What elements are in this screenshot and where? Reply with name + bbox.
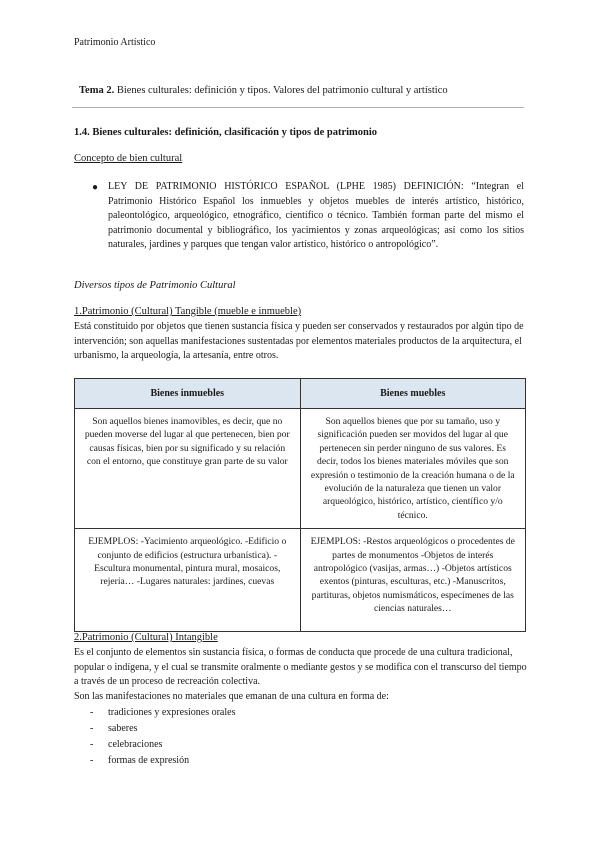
- tema-title: Bienes culturales: definición y tipos. Valores del patrimonio cultural y artístico: [116, 85, 448, 96]
- table-cell: Son aquellos bienes que por su tamaño, uso y significación pueden ser movidos del lugar al que pertenecen sin perder ninguno de sus valores. Es decir, todos los bienes materiales móviles que son expresión o testimonio de la creación humana o de la evolución de la naturaleza que tienen un valor arqueológico, histórico, artístico, científico y/o técnico.: [300, 409, 526, 529]
- dash-icon: -: [90, 755, 94, 766]
- intangible-text: [74, 646, 528, 704]
- list-item: - formas de expresión: [90, 753, 235, 769]
- table-cell: Son aquellos bienes inamovibles, es decir, que no pueden moverse del lugar al que pertenecen, bien por causas físicas, bien por su significado y su relación con el entorno, que constituye gran parte de su valor: [75, 409, 301, 529]
- table-header-muebles: Bienes muebles: [300, 379, 526, 409]
- table-header-inmuebles: Bienes inmuebles: [75, 379, 301, 409]
- list-item: - tradiciones y expresiones orales: [90, 705, 235, 721]
- section-title: 1.4. Bienes culturales: definición, clasificación y tipos de patrimonio: [74, 127, 378, 138]
- page-header: Patrimonio Artístico: [74, 37, 156, 48]
- concept-bullet-text: LEY DE PATRIMONIO HISTÓRICO ESPAÑOL (LPHE 1985) DEFINICIÓN: “Integran el Patrimonio Histórico Español los inmuebles y objetos muebles de interés artístico, histórico, paleontológico, arqueológico, etnográfico, científico o técnico. También forman parte del mismo el patrimonio documental y bibliográfico, los yacimientos y zonas arqueológicas; así como los sitios naturales, jardines y parques que tengan valor artístico, histórico o antropológico”.: [108, 181, 524, 251]
- intangible-paragraph-2: Son las manifestaciones no materiales que emanan de una cultura en forma de:: [74, 690, 389, 702]
- divider: [72, 107, 524, 108]
- dash-icon: -: [90, 739, 94, 750]
- bienes-table: [74, 378, 526, 632]
- table-cell: EJEMPLOS: -Restos arqueológicos o procedentes de partes de monumentos -Objetos de interés antropológico (vasijas, armas…) -Objetos artísticos exentos (pinturas, esculturas, etc.) -Manuscritos, partituras, objetos numismáticos, especímenes de las ciencias naturales…: [300, 529, 526, 632]
- dash-icon: -: [90, 707, 94, 718]
- tangible-heading: 1.Patrimonio (Cultural) Tangible (mueble e inmueble): [74, 306, 302, 317]
- tema-heading: [79, 85, 448, 96]
- table-row: [75, 409, 526, 529]
- diversos-heading: Diversos tipos de Patrimonio Cultural: [74, 280, 236, 291]
- intangible-paragraph-1: Es el conjunto de elementos sin sustancia física, o formas de conducta que procede de una cultura tradicional, popular o indígena, y el cual se transmite oralmente o mediante gestos y se modifica con el transcurso del tiempo a través de un proceso de recreación colectiva.: [74, 647, 527, 688]
- table-row: [75, 529, 526, 632]
- list-item: - celebraciones: [90, 737, 235, 753]
- tangible-text: Está constituido por objetos que tienen sustancia física y pueden ser conservados y restaurados por algún tipo de intervención; son aquellas manifestaciones sustentadas por elementos materiales productos de la arquitectura, el urbanismo, la arqueología, la artesanía, entre otros.: [74, 321, 524, 362]
- bullet-icon: ●: [92, 182, 99, 193]
- intangible-list: [90, 705, 235, 769]
- concept-heading: Concepto de bien cultural: [74, 153, 183, 164]
- table-cell: EJEMPLOS: -Yacimiento arqueológico. -Edificio o conjunto de edificios (estructura urbanística). -Escultura monumental, pintura mural, mosaicos, rejería… -Lugares naturales: jardines, cuevas: [75, 529, 301, 632]
- list-item: - saberes: [90, 721, 235, 737]
- tema-label: Tema 2.: [79, 85, 115, 96]
- dash-icon: -: [90, 723, 94, 734]
- intangible-heading: 2.Patrimonio (Cultural) Intangible: [74, 632, 218, 643]
